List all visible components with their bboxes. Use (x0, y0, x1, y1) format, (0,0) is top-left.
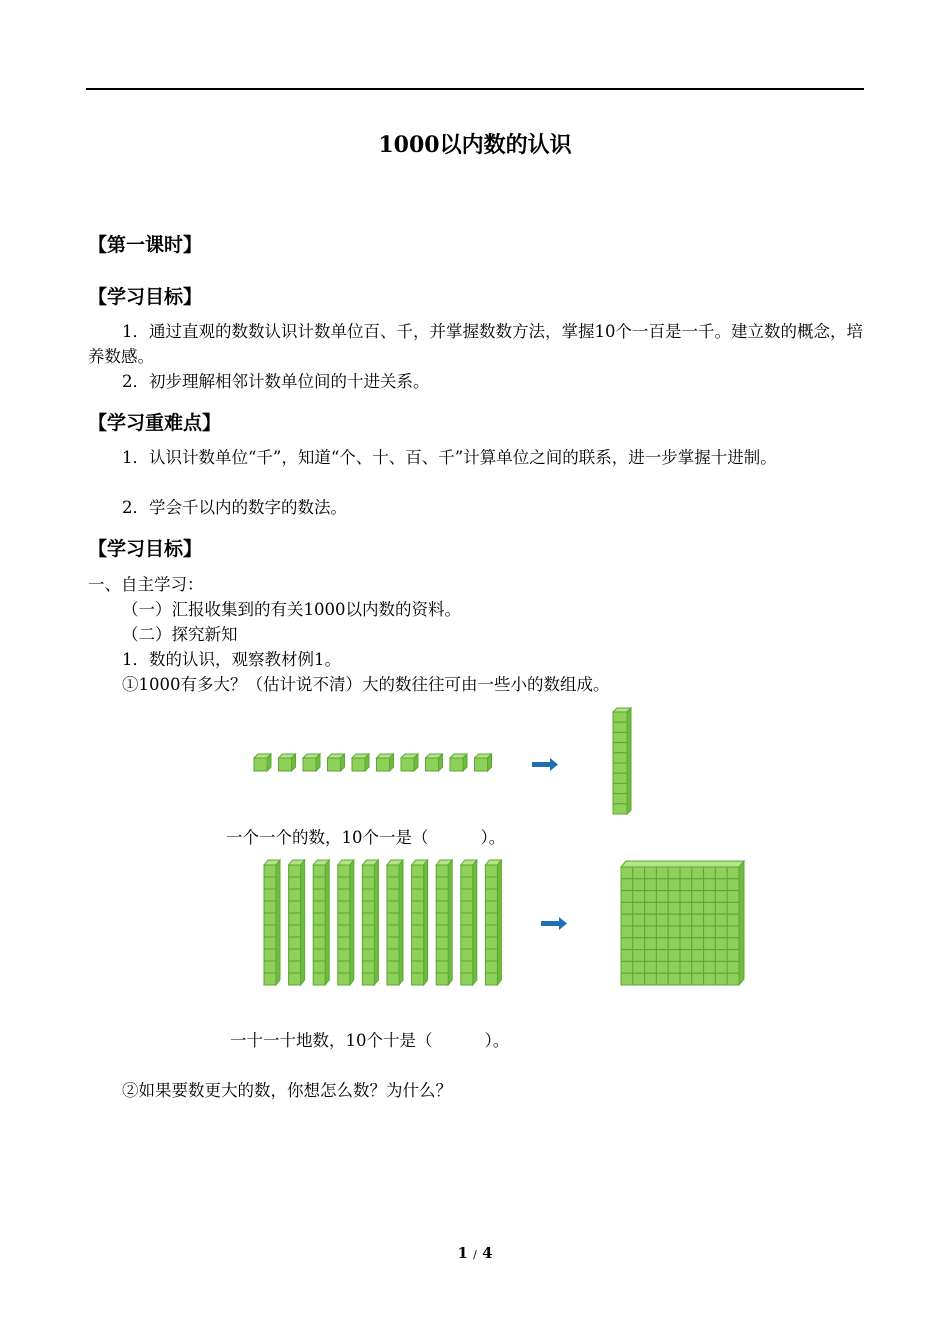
section-key-heading: 【学习重难点】 (88, 412, 222, 434)
ten-rod (613, 708, 631, 814)
unit-cube (328, 754, 345, 771)
figure-ones-to-ten (240, 700, 650, 825)
ten-rod (485, 860, 501, 985)
section-goals2-heading: 【学习目标】 (88, 538, 203, 560)
header-rule (86, 88, 864, 90)
key-point-1: 1．认识计数单位“千”，知道“个、十、百、千”计算单位之间的联系，进一步掌握十进制。 (122, 448, 777, 467)
unit-cube (401, 754, 418, 771)
section-lesson-heading: 【第一课时】 (88, 234, 203, 256)
page-number: 1 / 4 (457, 1244, 493, 1262)
caption-2: 一十一十地数，10个十是（ ）。 (230, 1031, 510, 1050)
section-goals-heading: 【学习目标】 (88, 286, 203, 308)
page-title: 1000以内数的认识 (378, 132, 572, 158)
unit-cube (352, 754, 369, 771)
sub-section-2: （二）探究新知 (122, 625, 238, 644)
unit-cube (426, 754, 443, 771)
unit-cube (279, 754, 296, 771)
goal-1: 1．通过直观的数数认识计数单位百、千，并掌握数数方法，掌握10个一百是一千。建立数的概念，培养数感。 (88, 322, 863, 366)
item-1: 1．数的认识，观察教材例1。 (122, 650, 341, 669)
hundred-flat (621, 861, 744, 985)
unit-cube (254, 754, 271, 771)
unit-cube (475, 754, 492, 771)
arrow-icon (532, 758, 558, 771)
arrow-icon (541, 917, 567, 930)
ten-rod (387, 860, 403, 985)
unit-cube (303, 754, 320, 771)
ten-rod (461, 860, 477, 985)
caption-1: 一个一个的数，10个一是（ ）。 (226, 828, 506, 847)
sub-section-1: （一）汇报收集到的有关1000以内数的资料。 (122, 600, 461, 619)
item-1b: ②如果要数更大的数，你想怎么数？为什么？ (122, 1081, 452, 1100)
ten-rod (362, 860, 378, 985)
goal-2: 2．初步理解相邻计数单位间的十进关系。 (122, 372, 430, 391)
ten-rod (338, 860, 354, 985)
key-point-2: 2．学会千以内的数字的数法。 (122, 498, 347, 517)
self-study-heading: 一、自主学习： (88, 575, 204, 594)
ten-rod (436, 860, 452, 985)
ten-rod (264, 860, 280, 985)
unit-cube (377, 754, 394, 771)
ten-rod (313, 860, 329, 985)
ten-rod (412, 860, 428, 985)
figure-tens-to-hundred (255, 855, 755, 1015)
ten-rod (289, 860, 305, 985)
unit-cube (450, 754, 467, 771)
item-1a: ①1000有多大？（估计说不清）大的数往往可由一些小的数组成。 (122, 675, 610, 694)
